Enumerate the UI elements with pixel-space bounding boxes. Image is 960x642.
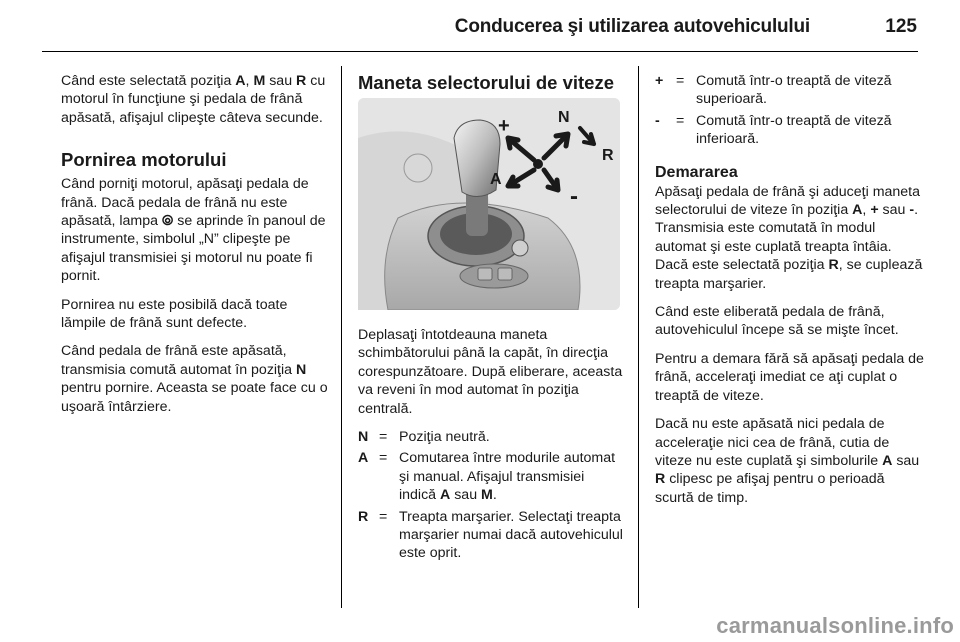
position-key: R xyxy=(828,257,839,274)
gear-selector-illustration xyxy=(358,98,620,310)
definition-item xyxy=(358,449,624,504)
gear-selector-drawing xyxy=(358,98,620,310)
column-1 xyxy=(61,72,329,426)
page-number: 125 xyxy=(885,16,917,37)
definition-key: N xyxy=(358,429,369,446)
header-rule xyxy=(42,51,918,52)
text: Când pedala de frână este apăsată, transmisia comută automat în poziţia xyxy=(61,343,296,378)
position-key: M xyxy=(481,487,493,504)
definition-key: A xyxy=(358,450,369,467)
text: Apăsaţi pedala de frână şi aduceţi maneta selectorului de viteze în poziţia xyxy=(655,183,921,219)
definition-key: R xyxy=(358,508,369,525)
text: Dacă nu este apăsată nici pedala de acceleraţie nici cea de frână, cutia de viteze nu este cuplată şi simbolurile xyxy=(655,416,890,469)
text: . Transmisia este comutată în modul automat şi este cuplată treapta întâia. Dacă este selectată poziţia xyxy=(655,202,919,274)
column-divider-1 xyxy=(341,66,342,608)
text: , se cuplează treapta marşarier. xyxy=(655,257,923,292)
label-minus: - xyxy=(570,183,578,210)
text: Comutarea între modurile automat şi manual. Afişajul transmisiei indică xyxy=(399,450,616,504)
label-plus: + xyxy=(498,115,510,137)
definition-text: Treapta marşarier. Selectaţi treapta marşarier numai dacă autovehiculul este oprit. xyxy=(399,508,623,562)
definition-item xyxy=(655,112,927,149)
paragraph xyxy=(655,415,927,507)
paragraph xyxy=(61,72,329,127)
text: , xyxy=(245,73,254,89)
position-key: R xyxy=(296,73,307,89)
brake-lamp-icon: ⦾ xyxy=(161,213,174,230)
definition-equals: = xyxy=(379,508,388,525)
position-key: + xyxy=(870,202,879,219)
text: pentru pornire. Aceasta se poate face cu o uşoară întârziere. xyxy=(61,380,328,415)
position-key: A xyxy=(852,202,863,219)
text: Când porniţi motorul, apăsaţi pedala de frână. Dacă pedala de frână nu este apăsată, lampa xyxy=(61,176,309,230)
position-key: R xyxy=(655,471,666,488)
definition-item xyxy=(358,508,624,563)
text: sau xyxy=(878,202,910,219)
paragraph xyxy=(61,175,329,285)
text: . xyxy=(492,487,497,504)
text: sau xyxy=(892,452,920,469)
definition-equals: = xyxy=(379,450,388,467)
definition-item xyxy=(358,428,624,446)
section-heading: Pornirea motorului xyxy=(61,149,227,171)
text: sau xyxy=(450,487,482,504)
paragraph: Pentru a demara fără să apăsaţi pedala de frână, acceleraţi imediat ce aţi cuplat o treaptă de viteze. xyxy=(655,350,924,404)
label-a: A xyxy=(490,171,502,188)
definition-key: + xyxy=(655,73,664,89)
paragraph xyxy=(61,342,329,416)
text: cu motorul în funcţiune şi pedala de frână apăsată, afişajul clipeşte câteva secunde. xyxy=(61,73,326,126)
column-2 xyxy=(358,72,624,566)
section-heading: Demararea xyxy=(655,163,738,181)
text: se aprinde în panoul de instrumente, simbolul „N” clipeşte pe afişajul transmisiei şi motorul nu poate fi pornit. xyxy=(61,213,326,285)
position-key: N xyxy=(296,361,307,378)
definition-text xyxy=(399,449,624,504)
label-n: N xyxy=(558,109,570,126)
definition-equals: = xyxy=(676,73,685,89)
position-key: A xyxy=(235,73,246,89)
paragraph: Pornirea nu este posibilă dacă toate lămpile de frână sunt defecte. xyxy=(61,296,288,332)
paragraph xyxy=(655,183,927,293)
column-3 xyxy=(655,72,927,517)
definition-text: Comută într-o treaptă de viteză superioară. xyxy=(696,73,892,108)
definition-text: Poziţia neutră. xyxy=(399,429,490,446)
watermark: carmanualsonline.info xyxy=(716,613,954,638)
label-r: R xyxy=(602,147,614,164)
text: , xyxy=(862,202,871,219)
text: clipesc pe afişaj pentru o perioadă scurtă de timp. xyxy=(655,471,885,506)
definition-item xyxy=(655,72,927,109)
column-divider-2 xyxy=(638,66,639,608)
paragraph: Deplasaţi întotdeauna maneta schimbătorului până la capăt, în direcţia corespunzătoare. După eliberare, aceasta va reveni în mod automat în poziţia centrală. xyxy=(358,327,623,417)
position-key: A xyxy=(440,487,451,504)
text: Când este selectată poziţia xyxy=(61,73,236,89)
text: sau xyxy=(265,73,297,89)
paragraph: Când este eliberată pedala de frână, autovehiculul începe să se mişte încet. xyxy=(655,304,899,339)
definition-equals: = xyxy=(676,112,685,129)
header-title: Conducerea şi utilizarea autovehiculului xyxy=(454,16,810,37)
section-heading: Maneta selectorului de viteze xyxy=(358,72,615,93)
position-key: A xyxy=(882,452,893,469)
definition-key: - xyxy=(655,112,660,129)
definition-text: Comută într-o treaptă de viteză inferioară. xyxy=(696,112,892,148)
position-key: - xyxy=(909,202,915,219)
definition-equals: = xyxy=(379,429,388,446)
position-key: M xyxy=(253,73,266,89)
